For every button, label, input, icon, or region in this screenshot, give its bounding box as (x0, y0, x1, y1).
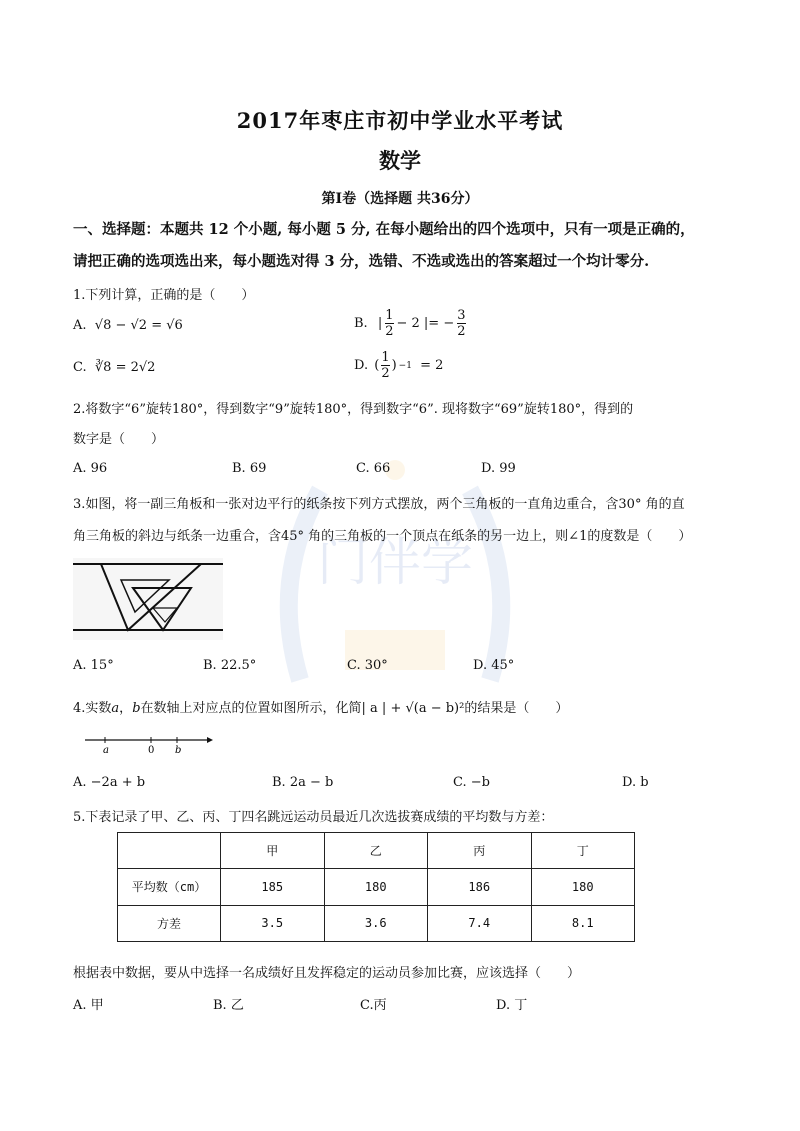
instructions-line-1: 一、选择题：本题共 12 个小题, 每小题 5 分, 在每小题给出的四个选项中，只有一项是正确的， (73, 221, 695, 238)
table-cell: 丁 (531, 833, 635, 869)
section-title: 第Ⅰ卷（选择题 共36分） (321, 191, 479, 207)
table-cell: 180 (531, 869, 635, 905)
q3-stem-line-1: 3.如图，将一副三角板和一张对边平行的纸条按下列方式摆放，两个三角板的一直角边重合，含30° 角的直 (73, 497, 685, 512)
q3-option-b: B. 22.5° (203, 658, 257, 673)
q1-option-d: D. ( 1 2 ) −1 = 2 (354, 350, 444, 381)
q2-option-a: A. 96 (73, 461, 108, 476)
table-cell: 8.1 (531, 905, 635, 941)
scores-table (117, 832, 635, 942)
q1-option-b: B. | 1 2 − 2 |= − $\frac{3}{2}$ (354, 308, 466, 339)
table-cell: 7.4 (428, 905, 532, 941)
q3-triangle-figure (73, 558, 223, 640)
q4-option-c: C. −b (453, 775, 490, 790)
q5-question: 根据表中数据，要从中选择一名成绩好且发挥稳定的运动员参加比赛，应该选择（ ） (73, 966, 581, 981)
table-cell: 186 (428, 869, 532, 905)
table-cell: 185 (221, 869, 325, 905)
axis-label-a: a (103, 745, 109, 754)
q4-option-d: D. b (622, 775, 649, 790)
q5-option-a: A. 甲 (73, 998, 104, 1013)
svg-text:门伴学: 门伴学 (316, 533, 474, 593)
table-row (118, 905, 635, 941)
q4-number-line (85, 732, 213, 754)
q2-option-c: C. 66 (356, 461, 391, 476)
q4-option-b: B. 2a − b (272, 775, 334, 790)
axis-label-b: b (175, 745, 182, 754)
q3-option-d: D. 45° (473, 658, 515, 673)
q1-option-c: C. ∛8 = 2√2 (73, 360, 156, 375)
table-cell: 3.5 (221, 905, 325, 941)
table-cell (118, 833, 221, 869)
q3-stem-line-2: 角三角板的斜边与纸条一边重合，含45° 角的三角板的一个顶点在纸条的另一边上，则∠1的度数是（ ） (73, 529, 692, 544)
table-cell: 乙 (324, 833, 428, 869)
q2-stem-line-2: 数字是（ ） (73, 432, 165, 447)
q3-option-a: A. 15° (73, 658, 114, 673)
table-row (118, 869, 635, 905)
table-cell: 丙 (428, 833, 532, 869)
page-title: 2017年枣庄市初中学业水平考试 (236, 108, 564, 133)
axis-label-0: 0 (148, 745, 155, 754)
q3-option-c: C. 30° (347, 658, 388, 673)
q4-stem: 4.实数a，b在数轴上对应点的位置如图所示，化简| a | + √(a − b)²的结果是（ ） (73, 701, 569, 716)
q1-option-a: A. √8 − √2 = √6 (73, 318, 183, 333)
q2-option-d: D. 99 (481, 461, 516, 476)
q5-stem: 5.下表记录了甲、乙、丙、丁四名跳远运动员最近几次选拔赛成绩的平均数与方差： (73, 810, 554, 825)
table-cell: 3.6 (324, 905, 428, 941)
table-cell: 方差 (118, 905, 221, 941)
q2-stem-line-1: 2.将数字“6”旋转180°，得到数字“9”旋转180°，得到数字“6”. 现将数字“69”旋转180°，得到的 (73, 402, 634, 417)
table-cell: 甲 (221, 833, 325, 869)
table-header-row (118, 833, 635, 869)
table-cell: 180 (324, 869, 428, 905)
q1-stem: 1.下列计算，正确的是（ ） (73, 288, 255, 303)
q5-option-b: B. 乙 (213, 998, 244, 1013)
table-cell: 平均数（cm） (118, 869, 221, 905)
q5-option-d: D. 丁 (496, 998, 528, 1013)
instructions-line-2: 请把正确的选项选出来，每小题选对得 3 分，选错、不选或选出的答案超过一个均计零分. (73, 253, 650, 270)
q4-option-a: A. −2a + b (73, 775, 146, 790)
q5-option-c: C.丙 (360, 998, 387, 1013)
q2-option-b: B. 69 (232, 461, 267, 476)
subject-title: 数学 (379, 148, 421, 173)
